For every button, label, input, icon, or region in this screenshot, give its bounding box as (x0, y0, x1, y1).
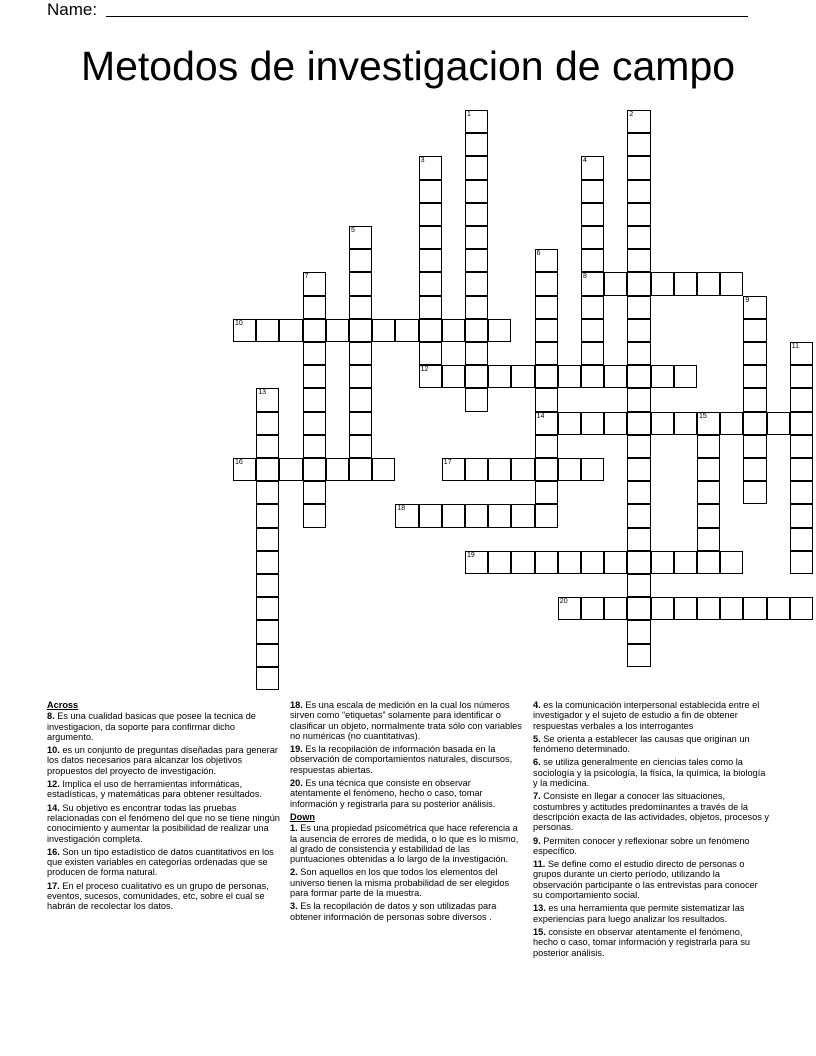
crossword-cell[interactable] (604, 412, 627, 435)
crossword-cell[interactable] (697, 458, 720, 481)
crossword-cell[interactable] (581, 365, 604, 388)
crossword-cell[interactable] (581, 226, 604, 249)
crossword-cell[interactable] (511, 458, 534, 481)
crossword-cell[interactable] (743, 481, 766, 504)
across-heading: Across (47, 700, 79, 710)
clue-item (47, 847, 282, 878)
crossword-cell[interactable] (558, 365, 581, 388)
crossword-cell[interactable] (627, 319, 650, 342)
crossword-cell[interactable] (535, 272, 558, 295)
clue-number: 8. (47, 711, 55, 722)
crossword-cell[interactable] (674, 597, 697, 620)
clue-number: 9 (745, 296, 750, 304)
crossword-cell[interactable] (465, 365, 488, 388)
crossword-cell[interactable] (395, 319, 418, 342)
crossword-cell[interactable] (581, 156, 604, 179)
crossword-cell[interactable] (720, 597, 743, 620)
crossword-cell[interactable] (256, 458, 279, 481)
crossword-cell[interactable] (743, 412, 766, 435)
crossword-cell[interactable] (303, 435, 326, 458)
crossword-cell[interactable] (627, 458, 650, 481)
clue-number: 10 (235, 319, 243, 327)
crossword-cell[interactable] (627, 388, 650, 411)
clue-item (290, 823, 522, 864)
crossword-cell[interactable] (419, 272, 442, 295)
crossword-cell[interactable] (627, 110, 650, 133)
crossword-cell[interactable] (256, 597, 279, 620)
clue-text: Es la recopilación de información basada en la observación de comportamientos naturales, discursos, respuestas abiertas. (290, 744, 513, 775)
clue-number: 4 (583, 157, 587, 165)
crossword-cell[interactable] (627, 504, 650, 527)
crossword-cell[interactable] (627, 644, 650, 667)
crossword-cell[interactable] (465, 110, 488, 133)
clue-number: 10. (47, 745, 60, 756)
crossword-cell[interactable] (627, 226, 650, 249)
crossword-cell[interactable] (790, 528, 813, 551)
clue-item (533, 859, 769, 900)
crossword-cell[interactable] (535, 551, 558, 574)
clue-number: 14 (536, 412, 545, 420)
clue-number: 20. (290, 778, 303, 789)
crossword-cell[interactable] (349, 365, 372, 388)
clue-text: Consiste en llegar a conocer las situaciones, costumbres y actitudes predominantes a través de la descripción exacta de las actividades, objetos, procesos y personas. (533, 791, 769, 833)
clue-text: Implica el uso de herramientas informáticas, estadísticas, y matemáticas para obtener resultados. (47, 779, 262, 800)
clue-number: 1. (290, 823, 298, 834)
crossword-cell[interactable] (651, 551, 674, 574)
crossword-cell[interactable] (674, 551, 697, 574)
crossword-cell[interactable] (535, 388, 558, 411)
crossword-cell[interactable] (419, 156, 442, 179)
crossword-cell[interactable] (627, 203, 650, 226)
clue-item (47, 745, 282, 776)
clue-number: 2 (629, 111, 634, 118)
crossword-cell[interactable] (743, 296, 766, 319)
clue-number: 4. (533, 700, 541, 710)
clue-text: En el proceso cualitativo es un grupo de personas, eventos, sucesos, comunidades, etc, sobre el cual se habrán de recolectar los datos. (47, 880, 269, 912)
crossword-cell[interactable] (720, 412, 743, 435)
clue-item (533, 836, 769, 857)
crossword-cell[interactable] (465, 342, 488, 365)
crossword-cell[interactable] (581, 597, 604, 620)
crossword-cell[interactable] (627, 435, 650, 458)
crossword-cell[interactable] (279, 319, 302, 342)
crossword-cell[interactable] (465, 458, 488, 481)
crossword-cell[interactable] (697, 504, 720, 527)
crossword-cell[interactable] (488, 319, 511, 342)
clue-number: 13 (258, 389, 266, 397)
clue-item (533, 903, 769, 924)
clue-item (290, 744, 522, 775)
crossword-cell[interactable] (697, 412, 720, 435)
crossword-cell[interactable] (604, 551, 627, 574)
crossword-cell[interactable] (558, 597, 581, 620)
crossword-cell[interactable] (511, 365, 534, 388)
crossword-cell[interactable] (256, 481, 279, 504)
crossword-cell[interactable] (627, 272, 650, 295)
crossword-cell[interactable] (535, 319, 558, 342)
crossword-cell[interactable] (651, 597, 674, 620)
crossword-cell[interactable] (349, 412, 372, 435)
crossword-cell[interactable] (790, 481, 813, 504)
clues-column-1 (47, 700, 282, 915)
clues-column-3 (533, 700, 769, 961)
crossword-cell[interactable] (303, 272, 326, 295)
crossword-cell[interactable] (627, 574, 650, 597)
crossword-cell[interactable] (697, 481, 720, 504)
crossword-cell[interactable] (419, 203, 442, 226)
crossword-cell[interactable] (303, 412, 326, 435)
crossword-cell[interactable] (303, 504, 326, 527)
crossword-cell[interactable] (349, 388, 372, 411)
clue-text: Es una propiedad psicométrica que hace referencia a la ausencia de errores de medida, o lo que es lo mismo, al grado de consistencia y estabilidad de las puntuaciones obtenidas a lo largo de la investigación. (290, 823, 519, 865)
crossword-cell[interactable] (535, 342, 558, 365)
crossword-cell[interactable] (697, 272, 720, 295)
crossword-cell[interactable] (581, 249, 604, 272)
clue-item (47, 881, 282, 912)
clue-number: 5 (351, 227, 355, 234)
crossword-cell[interactable] (256, 319, 279, 342)
clue-number: 11 (791, 343, 800, 350)
crossword-cell[interactable] (720, 551, 743, 574)
crossword-cell[interactable] (651, 412, 674, 435)
crossword-cell[interactable] (349, 249, 372, 272)
clues-column-2 (290, 700, 522, 925)
crossword-cell[interactable] (558, 551, 581, 574)
clue-text: Permiten conocer y reflexionar sobre un fenómeno específico. (533, 835, 750, 856)
crossword-cell[interactable] (627, 180, 650, 203)
crossword-cell[interactable] (697, 551, 720, 574)
crossword-cell[interactable] (581, 551, 604, 574)
crossword-cell[interactable] (627, 296, 650, 319)
clue-item (533, 791, 769, 832)
crossword-cell[interactable] (419, 180, 442, 203)
clue-text: Se orienta a establecer las causas que originan un fenómeno determinado. (533, 733, 750, 755)
clue-text: Es una técnica que consiste en observar atentamente el fenómeno, hecho o caso, tomar información y registrarla para su posterior análisis. (290, 778, 496, 809)
crossword-cell[interactable] (349, 272, 372, 295)
clue-number: 19. (290, 744, 303, 755)
crossword-cell[interactable] (465, 180, 488, 203)
crossword-cell[interactable] (581, 458, 604, 481)
clue-number: 15. (533, 926, 546, 937)
clue-number: 7. (533, 791, 541, 802)
clue-number: 20 (559, 598, 568, 606)
clue-item (47, 711, 282, 742)
clue-item (290, 901, 522, 922)
crossword-cell[interactable] (488, 365, 511, 388)
crossword-cell[interactable] (743, 435, 766, 458)
crossword-cell[interactable] (627, 551, 650, 574)
crossword-cell[interactable] (349, 458, 372, 481)
crossword-cell[interactable] (256, 574, 279, 597)
crossword-cell[interactable] (535, 296, 558, 319)
crossword-cell[interactable] (349, 435, 372, 458)
crossword-cell[interactable] (767, 412, 790, 435)
crossword-cell[interactable] (349, 319, 372, 342)
down-heading: Down (290, 811, 316, 822)
crossword-cell[interactable] (326, 319, 349, 342)
crossword-cell[interactable] (395, 504, 418, 527)
crossword-cell[interactable] (627, 365, 650, 388)
clue-text: Son un tipo estadístico de datos cuantitativos en los que existen variables en categorías ordenadas que se producen de forma natural. (47, 846, 274, 878)
crossword-cell[interactable] (488, 551, 511, 574)
clue-number: 6 (536, 250, 541, 258)
crossword-cell[interactable] (465, 156, 488, 179)
clue-text: Son aquellos en los que todos los elementos del universo tienen la misma probabilidad de ser elegidos para formar parte de la muestra. (290, 867, 510, 899)
crossword-cell[interactable] (674, 272, 697, 295)
crossword-cell[interactable] (790, 342, 813, 365)
crossword-cell[interactable] (303, 388, 326, 411)
crossword-cell[interactable] (651, 272, 674, 295)
clue-number: 17. (47, 880, 60, 891)
clue-number: 8 (583, 273, 587, 281)
crossword-cell[interactable] (581, 412, 604, 435)
clue-text: es la comunicación interpersonal establecida entre el investigador y el sujeto de estudio a fin de obtener respuestas verbales a los interrogantes (533, 700, 760, 731)
crossword-cell[interactable] (303, 296, 326, 319)
crossword-cell[interactable] (488, 458, 511, 481)
crossword-cell[interactable] (256, 528, 279, 551)
crossword-cell[interactable] (511, 504, 534, 527)
crossword-cell[interactable] (558, 458, 581, 481)
crossword-cell[interactable] (442, 319, 465, 342)
clue-number: 3 (420, 157, 425, 165)
crossword-cell[interactable] (419, 342, 442, 365)
clue-number: 16 (235, 459, 243, 466)
clue-number: 16. (47, 846, 60, 857)
crossword-cell[interactable] (558, 412, 581, 435)
clue-number: 14. (47, 802, 60, 813)
crossword-cell[interactable] (790, 412, 813, 435)
clue-item (290, 700, 522, 741)
crossword-cell[interactable] (535, 412, 558, 435)
crossword-cell[interactable] (743, 365, 766, 388)
crossword-cell[interactable] (627, 249, 650, 272)
clue-number: 5. (533, 733, 541, 744)
crossword-cell[interactable] (256, 435, 279, 458)
clue-text: Su objetivo es encontrar todas las pruebas relacionadas con el fenómeno del que no se tiene ningún conocimiento y aumentar la posibilidad de realizar una investigación completa. (47, 802, 280, 844)
crossword-cell[interactable] (372, 458, 395, 481)
crossword-cell[interactable] (256, 620, 279, 643)
clue-item (533, 757, 769, 788)
crossword-cell[interactable] (651, 365, 674, 388)
clue-number: 19 (467, 551, 475, 559)
crossword-cell[interactable] (465, 203, 488, 226)
crossword-cell[interactable] (743, 597, 766, 620)
clue-number: 18. (290, 700, 303, 710)
clue-number: 17 (443, 459, 452, 466)
clue-text: es un conjunto de preguntas diseñadas para generar los datos necesarios para alcanzar los objetivos propuestos del proyecto de investigación. (47, 745, 278, 776)
crossword-cell[interactable] (627, 481, 650, 504)
crossword-cell[interactable] (535, 365, 558, 388)
crossword-cell[interactable] (627, 342, 650, 365)
crossword-cell[interactable] (743, 458, 766, 481)
clue-number: 1 (467, 111, 471, 118)
crossword-cell[interactable] (419, 296, 442, 319)
crossword-cell[interactable] (790, 435, 813, 458)
clue-text: es una herramienta que permite sistematizar las experiencias para luego analizar los resultados. (533, 903, 745, 924)
crossword-cell[interactable] (581, 203, 604, 226)
clue-number: 13. (533, 903, 546, 914)
clue-number: 3. (290, 901, 298, 912)
crossword-cell[interactable] (303, 365, 326, 388)
crossword-cell[interactable] (465, 388, 488, 411)
clue-text: consiste en observar atentamente el fenómeno, hecho o caso, tomar información y registrarla para su posterior análisis. (533, 926, 751, 958)
clue-number: 2. (290, 867, 298, 878)
crossword-cell[interactable] (442, 365, 465, 388)
crossword-cell[interactable] (511, 551, 534, 574)
crossword-cell[interactable] (674, 412, 697, 435)
crossword-cell[interactable] (674, 365, 697, 388)
clue-text: Es la recopilación de datos y son utilizadas para obtener información de personas sobre diversos . (290, 901, 497, 922)
crossword-cell[interactable] (442, 458, 465, 481)
crossword-cell[interactable] (535, 435, 558, 458)
crossword-cell[interactable] (697, 435, 720, 458)
crossword-cell[interactable] (465, 133, 488, 156)
crossword-cell[interactable] (604, 597, 627, 620)
clue-number: 7 (304, 273, 309, 281)
crossword-cell[interactable] (790, 388, 813, 411)
clue-text: Se define como el estudio directo de personas o grupos durante un cierto período, utilizando la observación participante o las entrevistas para conocer su comportamiento social. (533, 859, 758, 901)
crossword-cell[interactable] (326, 458, 349, 481)
crossword-cell[interactable] (604, 365, 627, 388)
crossword-cell[interactable] (604, 272, 627, 295)
crossword-cell[interactable] (303, 342, 326, 365)
crossword-cell[interactable] (349, 342, 372, 365)
crossword-cell[interactable] (303, 319, 326, 342)
clue-number: 18 (397, 505, 406, 513)
crossword-cell[interactable] (256, 388, 279, 411)
crossword-cell[interactable] (372, 319, 395, 342)
crossword-cell[interactable] (627, 528, 650, 551)
crossword-cell[interactable] (419, 249, 442, 272)
crossword-cell[interactable] (743, 388, 766, 411)
crossword-cell[interactable] (581, 319, 604, 342)
crossword-cell[interactable] (697, 597, 720, 620)
crossword-cell[interactable] (790, 597, 813, 620)
crossword-cell[interactable] (465, 249, 488, 272)
crossword-cell[interactable] (256, 644, 279, 667)
crossword-cell[interactable] (790, 458, 813, 481)
crossword-cell[interactable] (535, 481, 558, 504)
crossword-cell[interactable] (256, 412, 279, 435)
clue-number: 6. (533, 757, 541, 768)
crossword-cell[interactable] (465, 504, 488, 527)
crossword-cell[interactable] (627, 412, 650, 435)
crossword-cell[interactable] (465, 319, 488, 342)
crossword-cell[interactable] (627, 620, 650, 643)
clue-item (290, 867, 522, 898)
clue-number: 12. (47, 779, 60, 790)
crossword-cell[interactable] (303, 481, 326, 504)
crossword-cell[interactable] (581, 180, 604, 203)
crossword-cell[interactable] (743, 342, 766, 365)
clue-item (533, 927, 769, 958)
crossword-cell[interactable] (767, 597, 790, 620)
crossword-cell[interactable] (303, 458, 326, 481)
clue-number: 12 (420, 366, 429, 374)
crossword-cell[interactable] (256, 504, 279, 527)
clue-number: 9. (533, 835, 541, 846)
crossword-cell[interactable] (256, 667, 279, 690)
clue-text: se utiliza generalmente en ciencias tales como la sociología y la psicología, la física, la química, la biología y la medicina. (533, 757, 766, 789)
crossword-cell[interactable] (233, 458, 256, 481)
crossword-cell[interactable] (535, 504, 558, 527)
crossword-cell[interactable] (790, 504, 813, 527)
clue-text: Es una cualidad basicas que posee la tecnica de investigacion, da soporte para confirmar dicho argumento. (47, 711, 256, 742)
clue-item (533, 700, 769, 731)
crossword-cell[interactable] (743, 319, 766, 342)
page-title: Metodos de investigacion de campo (80, 43, 736, 89)
crossword-cell[interactable] (627, 597, 650, 620)
crossword-cell[interactable] (535, 249, 558, 272)
crossword-cell[interactable] (465, 226, 488, 249)
crossword-cell[interactable] (465, 296, 488, 319)
crossword-cell[interactable] (419, 319, 442, 342)
crossword-cell[interactable] (627, 133, 650, 156)
crossword-cell[interactable] (349, 296, 372, 319)
clue-item (290, 778, 522, 809)
clue-text: Es una escala de medición en la cual los números sirven como “etiquetas” solamente para identificar o clasificar un objeto, normalmente trata sólo con variables no numéricas (no cuantitativas). (290, 700, 522, 741)
clue-item (47, 779, 282, 800)
crossword-cell[interactable] (442, 504, 465, 527)
crossword-cell[interactable] (465, 551, 488, 574)
clue-item (533, 734, 769, 755)
crossword-cell[interactable] (581, 342, 604, 365)
crossword-cell[interactable] (419, 365, 442, 388)
crossword-cell[interactable] (720, 272, 743, 295)
crossword-cell[interactable] (233, 319, 256, 342)
name-label: Name: (47, 0, 102, 19)
crossword-cell[interactable] (349, 226, 372, 249)
clue-number: 11. (533, 859, 546, 870)
crossword-cell[interactable] (627, 156, 650, 179)
crossword-cell[interactable] (581, 272, 604, 295)
crossword-cell[interactable] (535, 458, 558, 481)
clue-number: 15 (699, 412, 707, 420)
crossword-cell[interactable] (488, 504, 511, 527)
crossword-cell[interactable] (256, 551, 279, 574)
clue-item (47, 803, 282, 844)
crossword-cell[interactable] (419, 226, 442, 249)
crossword-cell[interactable] (465, 272, 488, 295)
crossword-cell[interactable] (279, 458, 302, 481)
crossword-cell[interactable] (697, 528, 720, 551)
crossword-cell[interactable] (790, 551, 813, 574)
crossword-cell[interactable] (419, 504, 442, 527)
crossword-cell[interactable] (581, 296, 604, 319)
crossword-cell[interactable] (790, 365, 813, 388)
